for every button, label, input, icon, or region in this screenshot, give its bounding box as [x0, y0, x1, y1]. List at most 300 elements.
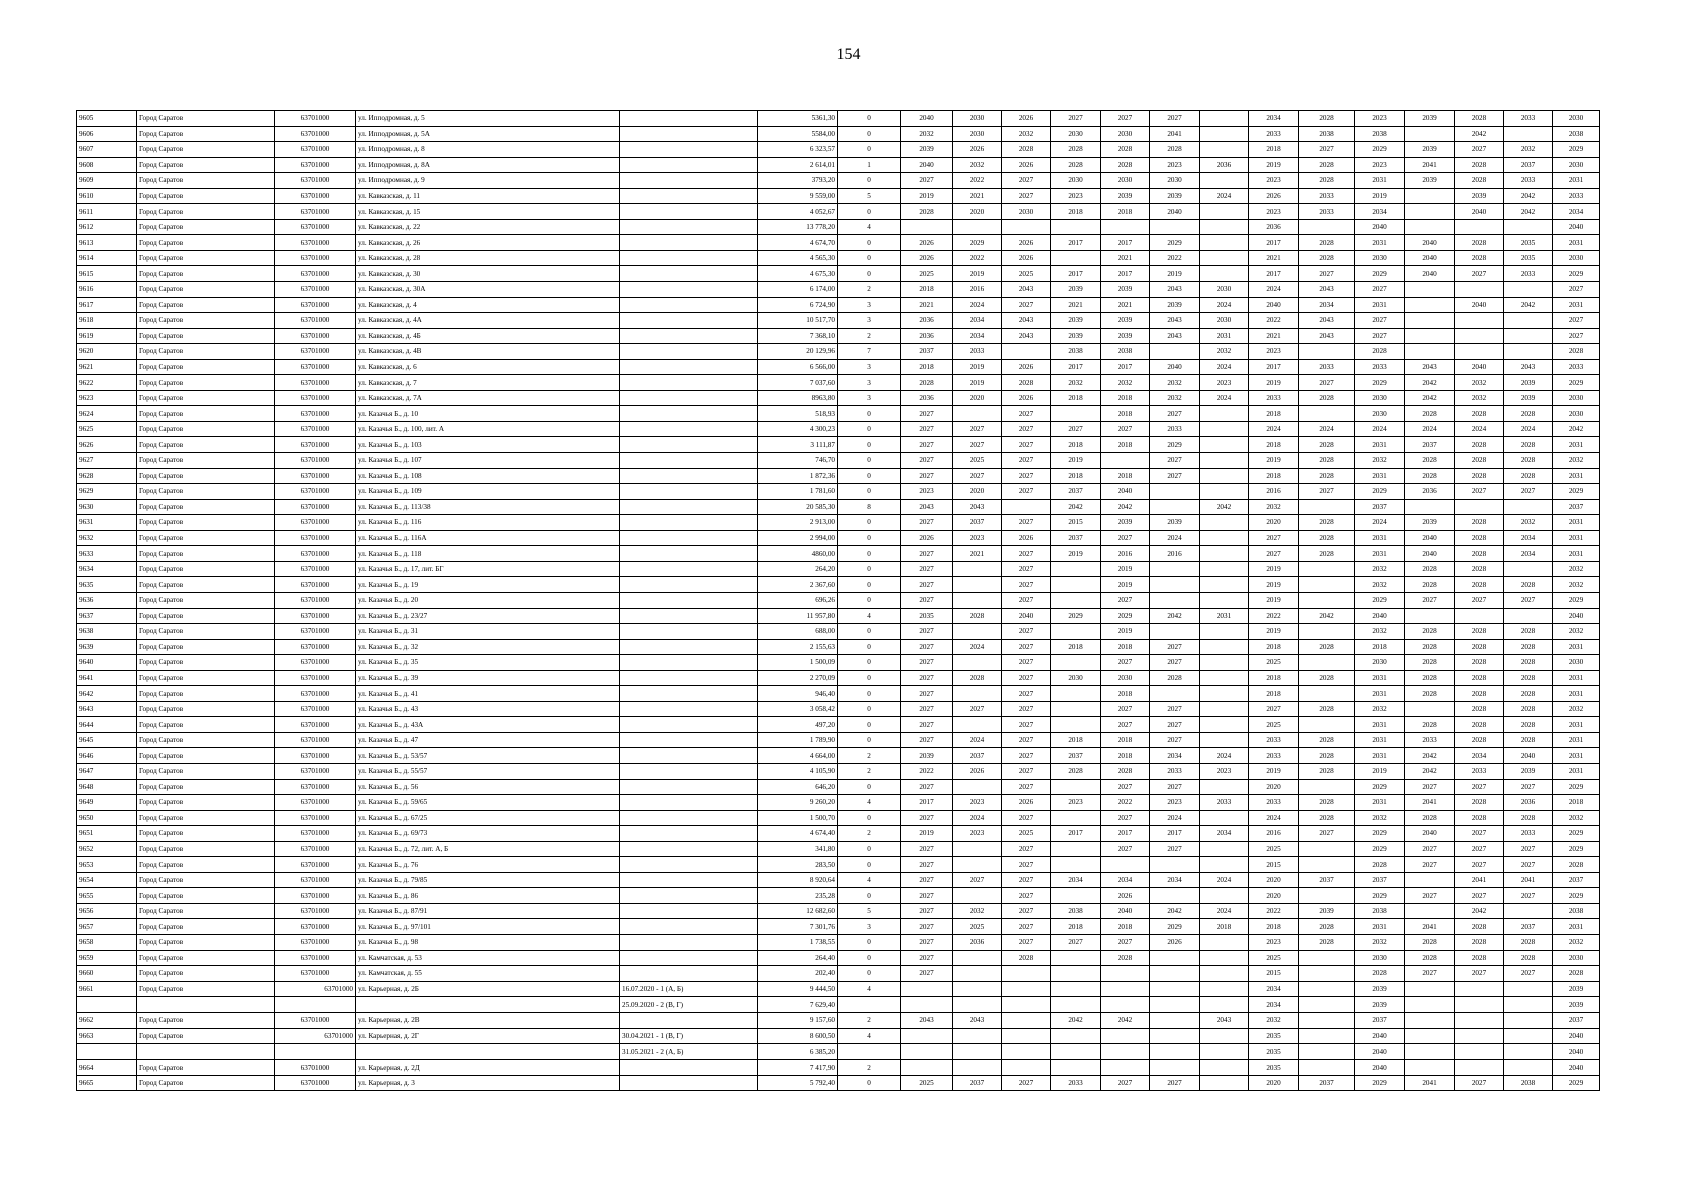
- year-6-cell: 2027: [1150, 779, 1200, 795]
- table-row: [77, 219, 1600, 235]
- year-4-cell: [1051, 981, 1101, 997]
- year-9-cell: [1299, 561, 1355, 577]
- commissioning-date-cell: [620, 142, 758, 158]
- table-row: [77, 1013, 1600, 1029]
- municipality-cell: Город Саратов: [137, 966, 275, 982]
- year-4-cell: 2039: [1051, 328, 1101, 344]
- oktmo-code-cell: 63701000: [275, 966, 356, 982]
- year-7-cell: [1200, 126, 1249, 142]
- count-cell: [838, 997, 901, 1013]
- area-cell: 9 559,00: [758, 188, 838, 204]
- area-cell: 10 517,70: [758, 313, 838, 329]
- table-row: [77, 966, 1600, 982]
- year-13-cell: 2039: [1504, 763, 1553, 779]
- oktmo-code-cell: 63701000: [275, 157, 356, 173]
- commissioning-date-cell: [620, 950, 758, 966]
- year-13-cell: 2041: [1504, 872, 1553, 888]
- year-7-cell: [1200, 111, 1249, 127]
- year-13-cell: 2042: [1504, 204, 1553, 220]
- year-13-cell: 2033: [1504, 173, 1553, 189]
- year-10-cell: 2031: [1355, 437, 1405, 453]
- year-11-cell: [1405, 1060, 1455, 1076]
- address-cell: ул. Казачья Б., д. 76: [356, 857, 620, 873]
- year-13-cell: [1504, 499, 1553, 515]
- area-cell: 235,28: [758, 888, 838, 904]
- year-10-cell: 2033: [1355, 359, 1405, 375]
- address-cell: ул. Казачья Б., д. 43: [356, 701, 620, 717]
- year-10-cell: 2037: [1355, 872, 1405, 888]
- year-7-cell: [1200, 701, 1249, 717]
- table-row: [77, 655, 1600, 671]
- year-14-cell: 2040: [1553, 1060, 1600, 1076]
- year-4-cell: 2033: [1051, 1075, 1101, 1091]
- table-row: [77, 592, 1600, 608]
- year-4-cell: [1051, 841, 1101, 857]
- year-6-cell: [1150, 1060, 1200, 1076]
- municipality-cell: Город Саратов: [137, 359, 275, 375]
- area-cell: 2 614,01: [758, 157, 838, 173]
- count-cell: 2: [838, 1013, 901, 1029]
- year-4-cell: 2027: [1051, 934, 1101, 950]
- year-5-cell: 2018: [1101, 732, 1150, 748]
- year-1-cell: 2026: [901, 235, 953, 251]
- address-cell: ул. Казачья Б., д. 10: [356, 406, 620, 422]
- year-3-cell: 2032: [1002, 126, 1051, 142]
- year-2-cell: [953, 717, 1002, 733]
- oktmo-code-cell: 63701000: [275, 282, 356, 298]
- municipality-cell: Город Саратов: [137, 126, 275, 142]
- year-9-cell: 2028: [1299, 934, 1355, 950]
- year-10-cell: 2027: [1355, 313, 1405, 329]
- year-9-cell: 2028: [1299, 795, 1355, 811]
- count-cell: 0: [838, 592, 901, 608]
- row-number-cell: 9607: [77, 142, 137, 158]
- year-1-cell: 2028: [901, 204, 953, 220]
- year-3-cell: 2027: [1002, 468, 1051, 484]
- table-row: [77, 142, 1600, 158]
- year-13-cell: 2028: [1504, 639, 1553, 655]
- year-8-cell: 2020: [1249, 888, 1299, 904]
- oktmo-code-cell: 63701000: [275, 126, 356, 142]
- year-10-cell: 2034: [1355, 204, 1405, 220]
- address-cell: ул. Казачья Б., д. 116А: [356, 530, 620, 546]
- address-cell: ул. Казачья Б., д. 56: [356, 779, 620, 795]
- year-8-cell: 2023: [1249, 344, 1299, 360]
- year-8-cell: 2027: [1249, 701, 1299, 717]
- year-5-cell: 2040: [1101, 903, 1150, 919]
- year-2-cell: 2028: [953, 608, 1002, 624]
- year-11-cell: [1405, 219, 1455, 235]
- municipality-cell: Город Саратов: [137, 857, 275, 873]
- area-cell: 11 957,80: [758, 608, 838, 624]
- municipality-cell: Город Саратов: [137, 219, 275, 235]
- year-14-cell: 2038: [1553, 903, 1600, 919]
- year-4-cell: [1051, 1044, 1101, 1060]
- year-5-cell: [1101, 219, 1150, 235]
- year-2-cell: 2025: [953, 919, 1002, 935]
- municipality-cell: Город Саратов: [137, 468, 275, 484]
- year-8-cell: 2022: [1249, 608, 1299, 624]
- municipality-cell: Город Саратов: [137, 328, 275, 344]
- year-11-cell: 2028: [1405, 950, 1455, 966]
- year-7-cell: [1200, 717, 1249, 733]
- year-1-cell: 2027: [901, 872, 953, 888]
- year-4-cell: [1051, 624, 1101, 640]
- year-2-cell: 2020: [953, 484, 1002, 500]
- row-number-cell: 9630: [77, 499, 137, 515]
- year-13-cell: 2040: [1504, 748, 1553, 764]
- year-9-cell: [1299, 499, 1355, 515]
- commissioning-date-cell: [620, 453, 758, 469]
- year-5-cell: 2018: [1101, 639, 1150, 655]
- address-cell: ул. Казачья Б., д. 86: [356, 888, 620, 904]
- year-10-cell: 2040: [1355, 1028, 1405, 1044]
- year-11-cell: [1405, 328, 1455, 344]
- address-cell: ул. Казачья Б., д. 17, лит. БГ: [356, 561, 620, 577]
- year-1-cell: 2027: [901, 934, 953, 950]
- year-8-cell: 2035: [1249, 1028, 1299, 1044]
- year-1-cell: 2027: [901, 561, 953, 577]
- year-2-cell: [953, 624, 1002, 640]
- address-cell: ул. Кавказская, д. 22: [356, 219, 620, 235]
- year-14-cell: 2029: [1553, 888, 1600, 904]
- year-7-cell: [1200, 515, 1249, 531]
- area-cell: 3793,20: [758, 173, 838, 189]
- year-11-cell: 2028: [1405, 717, 1455, 733]
- year-3-cell: 2027: [1002, 484, 1051, 500]
- year-1-cell: 2027: [901, 732, 953, 748]
- count-cell: 0: [838, 686, 901, 702]
- year-10-cell: 2032: [1355, 810, 1405, 826]
- oktmo-code-cell: 63701000: [275, 919, 356, 935]
- commissioning-date-cell: [620, 903, 758, 919]
- year-10-cell: 2019: [1355, 188, 1405, 204]
- year-10-cell: 2018: [1355, 639, 1405, 655]
- year-5-cell: 2028: [1101, 157, 1150, 173]
- year-7-cell: [1200, 841, 1249, 857]
- count-cell: 5: [838, 903, 901, 919]
- year-6-cell: [1150, 857, 1200, 873]
- year-2-cell: 2022: [953, 250, 1002, 266]
- year-12-cell: 2042: [1455, 903, 1504, 919]
- table-row: [77, 795, 1600, 811]
- year-4-cell: [1051, 250, 1101, 266]
- address-cell: ул. Казачья Б., д. 32: [356, 639, 620, 655]
- address-cell: ул. Ипподромная, д. 5: [356, 111, 620, 127]
- year-11-cell: 2024: [1405, 421, 1455, 437]
- year-1-cell: 2018: [901, 282, 953, 298]
- year-4-cell: [1051, 655, 1101, 671]
- count-cell: 0: [838, 406, 901, 422]
- year-9-cell: 2039: [1299, 903, 1355, 919]
- municipality-cell: Город Саратов: [137, 1013, 275, 1029]
- area-cell: 9 444,50: [758, 981, 838, 997]
- year-5-cell: 2030: [1101, 126, 1150, 142]
- municipality-cell: Город Саратов: [137, 515, 275, 531]
- year-13-cell: [1504, 997, 1553, 1013]
- municipality-cell: Город Саратов: [137, 344, 275, 360]
- year-7-cell: 2036: [1200, 157, 1249, 173]
- count-cell: 0: [838, 235, 901, 251]
- area-cell: 7 368,10: [758, 328, 838, 344]
- year-13-cell: [1504, 561, 1553, 577]
- year-6-cell: [1150, 561, 1200, 577]
- municipality-cell: Город Саратов: [137, 732, 275, 748]
- municipality-cell: Город Саратов: [137, 235, 275, 251]
- year-10-cell: 2030: [1355, 655, 1405, 671]
- year-6-cell: 2034: [1150, 748, 1200, 764]
- year-8-cell: 2019: [1249, 577, 1299, 593]
- table-row: [77, 484, 1600, 500]
- year-2-cell: [953, 406, 1002, 422]
- row-number-cell: 9646: [77, 748, 137, 764]
- count-cell: 0: [838, 111, 901, 127]
- municipality-cell: Город Саратов: [137, 577, 275, 593]
- oktmo-code-cell: 63701000: [275, 530, 356, 546]
- year-10-cell: 2040: [1355, 219, 1405, 235]
- year-2-cell: [953, 686, 1002, 702]
- year-13-cell: 2038: [1504, 1075, 1553, 1091]
- year-6-cell: 2034: [1150, 872, 1200, 888]
- year-9-cell: 2028: [1299, 670, 1355, 686]
- year-12-cell: 2040: [1455, 297, 1504, 313]
- row-number-cell: 9641: [77, 670, 137, 686]
- commissioning-date-cell: [620, 670, 758, 686]
- year-1-cell: 2027: [901, 857, 953, 873]
- row-number-cell: 9609: [77, 173, 137, 189]
- year-14-cell: 2030: [1553, 111, 1600, 127]
- year-8-cell: 2035: [1249, 1044, 1299, 1060]
- year-7-cell: [1200, 468, 1249, 484]
- year-7-cell: 2024: [1200, 297, 1249, 313]
- year-5-cell: [1101, 1028, 1150, 1044]
- table-row: [77, 530, 1600, 546]
- year-5-cell: 2042: [1101, 1013, 1150, 1029]
- year-2-cell: 2023: [953, 795, 1002, 811]
- year-7-cell: [1200, 250, 1249, 266]
- year-6-cell: [1150, 981, 1200, 997]
- table-body: [77, 111, 1600, 1091]
- year-14-cell: 2029: [1553, 592, 1600, 608]
- year-1-cell: 2027: [901, 624, 953, 640]
- count-cell: 0: [838, 577, 901, 593]
- year-4-cell: 2017: [1051, 266, 1101, 282]
- year-6-cell: 2043: [1150, 328, 1200, 344]
- year-9-cell: [1299, 841, 1355, 857]
- year-9-cell: 2033: [1299, 359, 1355, 375]
- year-13-cell: 2034: [1504, 530, 1553, 546]
- table-row: [77, 950, 1600, 966]
- year-5-cell: 2027: [1101, 530, 1150, 546]
- year-3-cell: 2027: [1002, 872, 1051, 888]
- commissioning-date-cell: [620, 390, 758, 406]
- count-cell: 0: [838, 142, 901, 158]
- year-11-cell: [1405, 499, 1455, 515]
- count-cell: 2: [838, 763, 901, 779]
- year-2-cell: [953, 981, 1002, 997]
- year-6-cell: 2029: [1150, 235, 1200, 251]
- commissioning-date-cell: [620, 235, 758, 251]
- year-8-cell: 2025: [1249, 950, 1299, 966]
- year-5-cell: 2017: [1101, 359, 1150, 375]
- year-4-cell: 2037: [1051, 484, 1101, 500]
- year-12-cell: [1455, 344, 1504, 360]
- year-13-cell: 2027: [1504, 966, 1553, 982]
- year-7-cell: [1200, 577, 1249, 593]
- year-12-cell: 2028: [1455, 934, 1504, 950]
- municipality-cell: Город Саратов: [137, 375, 275, 391]
- table-row: [77, 919, 1600, 935]
- year-12-cell: 2028: [1455, 173, 1504, 189]
- year-6-cell: 2027: [1150, 453, 1200, 469]
- count-cell: 2: [838, 328, 901, 344]
- year-8-cell: 2019: [1249, 157, 1299, 173]
- table-row: [77, 344, 1600, 360]
- row-number-cell: 9614: [77, 250, 137, 266]
- area-cell: 264,40: [758, 950, 838, 966]
- commissioning-date-cell: [620, 655, 758, 671]
- area-cell: 2 367,60: [758, 577, 838, 593]
- year-2-cell: 2043: [953, 499, 1002, 515]
- area-cell: 8963,80: [758, 390, 838, 406]
- table-row: [77, 872, 1600, 888]
- year-13-cell: 2035: [1504, 250, 1553, 266]
- municipality-cell: Город Саратов: [137, 981, 275, 997]
- year-3-cell: 2026: [1002, 235, 1051, 251]
- year-11-cell: 2040: [1405, 530, 1455, 546]
- municipality-cell: Город Саратов: [137, 142, 275, 158]
- year-8-cell: 2015: [1249, 857, 1299, 873]
- row-number-cell: 9619: [77, 328, 137, 344]
- year-9-cell: 2033: [1299, 188, 1355, 204]
- year-7-cell: 2024: [1200, 748, 1249, 764]
- area-cell: 1 500,09: [758, 655, 838, 671]
- year-10-cell: 2029: [1355, 779, 1405, 795]
- area-cell: 4860,00: [758, 546, 838, 562]
- year-14-cell: 2027: [1553, 328, 1600, 344]
- year-12-cell: [1455, 328, 1504, 344]
- municipality-cell: Город Саратов: [137, 872, 275, 888]
- year-9-cell: 2028: [1299, 111, 1355, 127]
- municipality-cell: Город Саратов: [137, 1075, 275, 1091]
- year-10-cell: 2029: [1355, 841, 1405, 857]
- address-cell: ул. Карьерная, д. 2В: [356, 1013, 620, 1029]
- commissioning-date-cell: [620, 468, 758, 484]
- year-11-cell: [1405, 981, 1455, 997]
- year-2-cell: 2021: [953, 188, 1002, 204]
- oktmo-code-cell: 63701000: [275, 717, 356, 733]
- year-3-cell: 2027: [1002, 592, 1051, 608]
- year-2-cell: 2027: [953, 468, 1002, 484]
- year-5-cell: 2019: [1101, 577, 1150, 593]
- address-cell: ул. Кавказская, д. 4: [356, 297, 620, 313]
- year-4-cell: 2028: [1051, 157, 1101, 173]
- year-8-cell: 2017: [1249, 359, 1299, 375]
- year-6-cell: [1150, 950, 1200, 966]
- year-13-cell: 2027: [1504, 888, 1553, 904]
- year-5-cell: 2017: [1101, 826, 1150, 842]
- area-cell: 746,70: [758, 453, 838, 469]
- year-1-cell: 2017: [901, 795, 953, 811]
- page-number: 154: [836, 46, 861, 63]
- year-8-cell: 2019: [1249, 375, 1299, 391]
- year-8-cell: 2020: [1249, 1075, 1299, 1091]
- year-8-cell: 2020: [1249, 779, 1299, 795]
- year-9-cell: [1299, 592, 1355, 608]
- oktmo-code-cell: 63701000: [275, 655, 356, 671]
- year-7-cell: 2032: [1200, 344, 1249, 360]
- year-12-cell: [1455, 1060, 1504, 1076]
- year-2-cell: 2033: [953, 344, 1002, 360]
- year-13-cell: 2033: [1504, 111, 1553, 127]
- municipality-cell: Город Саратов: [137, 624, 275, 640]
- table-row: [77, 406, 1600, 422]
- oktmo-code-cell: 63701000: [275, 841, 356, 857]
- table-row: [77, 375, 1600, 391]
- year-1-cell: 2027: [901, 421, 953, 437]
- year-12-cell: [1455, 219, 1504, 235]
- year-14-cell: 2027: [1553, 313, 1600, 329]
- year-13-cell: 2036: [1504, 795, 1553, 811]
- year-6-cell: 2019: [1150, 266, 1200, 282]
- table-row: [77, 515, 1600, 531]
- area-cell: 7 037,60: [758, 375, 838, 391]
- area-cell: 4 664,00: [758, 748, 838, 764]
- year-11-cell: [1405, 188, 1455, 204]
- oktmo-code-cell: 63701000: [275, 1060, 356, 1076]
- year-13-cell: [1504, 313, 1553, 329]
- count-cell: 0: [838, 810, 901, 826]
- count-cell: 0: [838, 717, 901, 733]
- year-9-cell: [1299, 1044, 1355, 1060]
- municipality-cell: Город Саратов: [137, 841, 275, 857]
- year-11-cell: 2028: [1405, 561, 1455, 577]
- year-4-cell: [1051, 888, 1101, 904]
- year-3-cell: 2027: [1002, 903, 1051, 919]
- year-8-cell: 2032: [1249, 1013, 1299, 1029]
- year-10-cell: 2028: [1355, 857, 1405, 873]
- year-9-cell: 2028: [1299, 390, 1355, 406]
- row-number-cell: 9608: [77, 157, 137, 173]
- year-14-cell: 2033: [1553, 359, 1600, 375]
- year-8-cell: 2015: [1249, 966, 1299, 982]
- municipality-cell: Город Саратов: [137, 484, 275, 500]
- year-8-cell: 2032: [1249, 499, 1299, 515]
- year-4-cell: [1051, 701, 1101, 717]
- address-cell: ул. Казачья Б., д. 79/85: [356, 872, 620, 888]
- count-cell: 7: [838, 344, 901, 360]
- row-number-cell: [77, 997, 137, 1013]
- year-2-cell: 2030: [953, 111, 1002, 127]
- oktmo-code-cell: 63701000: [275, 111, 356, 127]
- year-5-cell: 2027: [1101, 779, 1150, 795]
- year-9-cell: 2027: [1299, 826, 1355, 842]
- year-1-cell: 2032: [901, 126, 953, 142]
- year-4-cell: 2027: [1051, 421, 1101, 437]
- commissioning-date-cell: [620, 1013, 758, 1029]
- year-13-cell: [1504, 608, 1553, 624]
- row-number-cell: 9634: [77, 561, 137, 577]
- year-8-cell: 2017: [1249, 235, 1299, 251]
- year-14-cell: 2031: [1553, 639, 1600, 655]
- year-6-cell: 2041: [1150, 126, 1200, 142]
- table-row: [77, 313, 1600, 329]
- year-10-cell: 2031: [1355, 732, 1405, 748]
- year-8-cell: 2025: [1249, 841, 1299, 857]
- year-6-cell: 2016: [1150, 546, 1200, 562]
- count-cell: 0: [838, 732, 901, 748]
- year-8-cell: 2020: [1249, 872, 1299, 888]
